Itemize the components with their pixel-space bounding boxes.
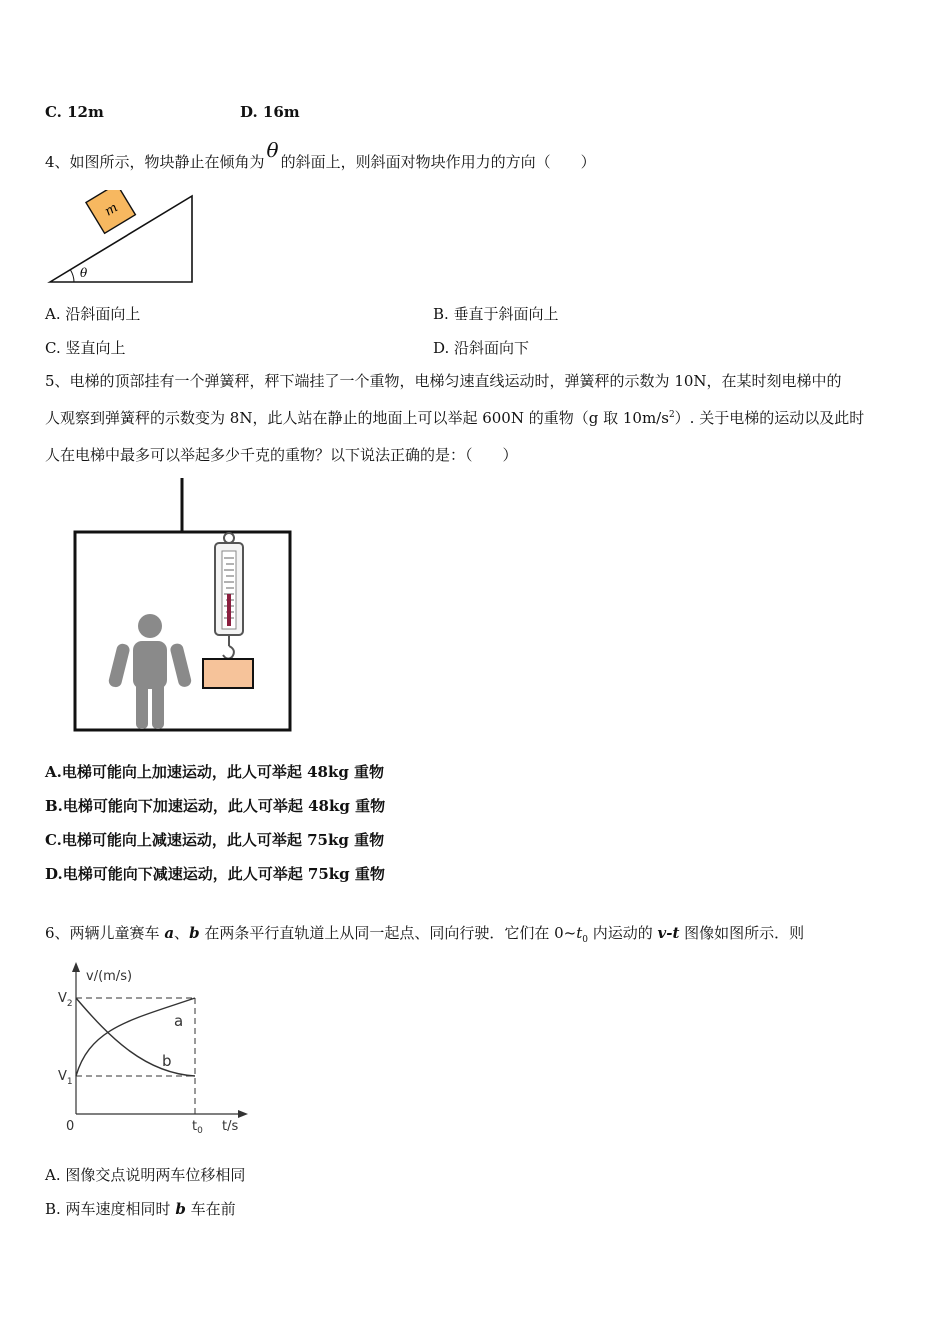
theta-symbol: θ (266, 138, 279, 162)
question-4-stem: 4、如图所示，物块静止在倾角为 θ 的斜面上，则斜面对物块作用力的方向（ ） (45, 138, 596, 171)
origin-label: 0 (66, 1119, 75, 1134)
weight-box (203, 659, 253, 688)
y-axis-label: v/(m/s) (86, 969, 133, 984)
q4-option-b: B. 垂直于斜面向上 (433, 305, 559, 323)
y-axis-arrow (72, 962, 80, 972)
incline-figure (46, 190, 201, 286)
question-6-stem: 6、两辆儿童赛车 a、b 在两条平行直轨道上从同一起点、同向行驶．它们在 $0\sim t_0$ 内运动的 v-t 图像如图所示．则 (45, 924, 805, 945)
question-5-line-1: 5、电梯的顶部挂有一个弹簧秤，秤下端挂了一个重物，电梯匀速直线运动时，弹簧秤的示数为 10N，在某时刻电梯中的 (45, 372, 842, 390)
curve-b (76, 998, 195, 1076)
elevator-cabin (75, 532, 290, 730)
curve-a (76, 998, 195, 1076)
q5-option-c: C.电梯可能向上减速运动，此人可举起 75kg 重物 (45, 831, 385, 849)
vt-graph (50, 958, 260, 1138)
v1-label: $V_1$ (58, 1069, 73, 1087)
elevator-figure (70, 476, 295, 736)
spring-scale (215, 533, 243, 659)
angle-arc (71, 270, 75, 282)
x-axis-arrow (238, 1110, 248, 1118)
question-5-line-3: 人在电梯中最多可以举起多少千克的重物？以下说法正确的是：（ ） (45, 446, 518, 464)
angle-label: θ (80, 266, 88, 280)
q6-option-a: A. 图像交点说明两车位移相同 (45, 1166, 246, 1184)
option-c: C. 12m (45, 103, 104, 121)
t0-label: $t_0$ (192, 1119, 203, 1136)
q4-option-d: D. 沿斜面向下 (433, 339, 530, 357)
block-label: m (102, 200, 121, 220)
x-axis-label: t/s (222, 1119, 239, 1134)
q5-option-d: D.电梯可能向下减速运动，此人可举起 75kg 重物 (45, 865, 385, 883)
question-5-line-2: 人观察到弹簧秤的示数变为 8N，此人站在静止的地面上可以举起 600N 的重物（g 取 $10m/s^2$）. 关于电梯的运动以及此时 (45, 409, 865, 427)
curve-a-label: a (174, 1012, 184, 1030)
person-icon (108, 614, 193, 729)
q5-option-b: B.电梯可能向下加速运动，此人可举起 48kg 重物 (45, 797, 386, 815)
v2-label: $V_2$ (58, 991, 73, 1009)
q5-option-a: A.电梯可能向上加速运动，此人可举起 48kg 重物 (45, 763, 385, 781)
block-m (86, 190, 135, 233)
option-d: D. 16m (240, 103, 300, 121)
q4-option-c: C. 竖直向上 (45, 339, 126, 357)
curve-b-label: b (162, 1052, 172, 1070)
q6-option-b: B. 两车速度相同时 b 车在前 (45, 1200, 236, 1218)
q4-option-a: A. 沿斜面向上 (45, 305, 141, 323)
